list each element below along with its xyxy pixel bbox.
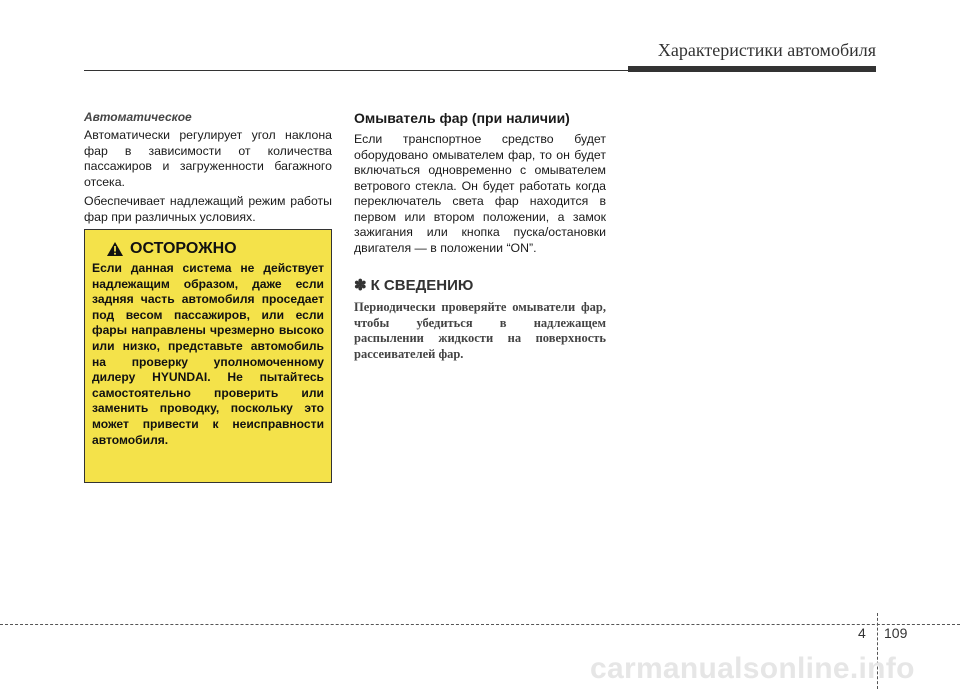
note-heading: К СВЕДЕНИЮ bbox=[370, 276, 474, 294]
subheading-automatic: Автоматическое bbox=[84, 110, 192, 124]
right-column bbox=[354, 110, 606, 362]
headlight-washer-heading: Омыватель фар (при наличии) bbox=[354, 110, 570, 126]
warning-triangle-icon bbox=[106, 241, 124, 257]
paragraph-headlight-mode: Обеспечивает надлежащий режим работы фар при различных условиях. bbox=[84, 194, 332, 224]
note-body: Периодически проверяйте омыватели фар, чтобы убедиться в надлежащем распылении жидкости на поверхность рассеивателей фар. bbox=[354, 300, 606, 361]
warning-title: ОСТОРОЖНО bbox=[130, 240, 237, 257]
footer-divider bbox=[0, 624, 960, 625]
watermark: carmanualsonline.info bbox=[590, 652, 915, 685]
headlight-washer-paragraph: Если транспортное средство будет оборудовано омывателем фар, то он будет включаться одновременно с омывателем ветрового стекла. Он будет работать когда переключатель света фар находится в первом или втором положении, а замок зажигания или кнопка пуска/остановки двигателя — в положении “ON”. bbox=[354, 132, 606, 255]
left-column bbox=[84, 110, 332, 229]
warning-header bbox=[106, 240, 324, 258]
note-heading-row bbox=[354, 276, 606, 294]
chapter-number: 4 bbox=[858, 625, 866, 641]
paragraph-automatic-description: Автоматически регулирует угол наклона фар в зависимости от количества пассажиров и загруженности багажного отсека. bbox=[84, 128, 332, 189]
warning-box bbox=[84, 229, 332, 483]
warning-body: Если данная система не действует надлежащим образом, даже если задняя часть автомобиля проседает под весом пассажиров, или если фары направлены чрезмерно высоко или низко, представьте автомобиль на проверку уполномоченному дилеру HYUNDAI. Не пытайтесь самостоятельно проверить или заменить проводку, поскольку это может привести к неисправности автомобиля. bbox=[92, 261, 324, 447]
header-rule-accent bbox=[628, 66, 876, 72]
note-asterisk-icon: ✽ bbox=[354, 277, 367, 294]
page-number: 109 bbox=[884, 625, 908, 641]
header-rule bbox=[84, 70, 632, 71]
section-title: Характеристики автомобиля bbox=[657, 40, 876, 60]
